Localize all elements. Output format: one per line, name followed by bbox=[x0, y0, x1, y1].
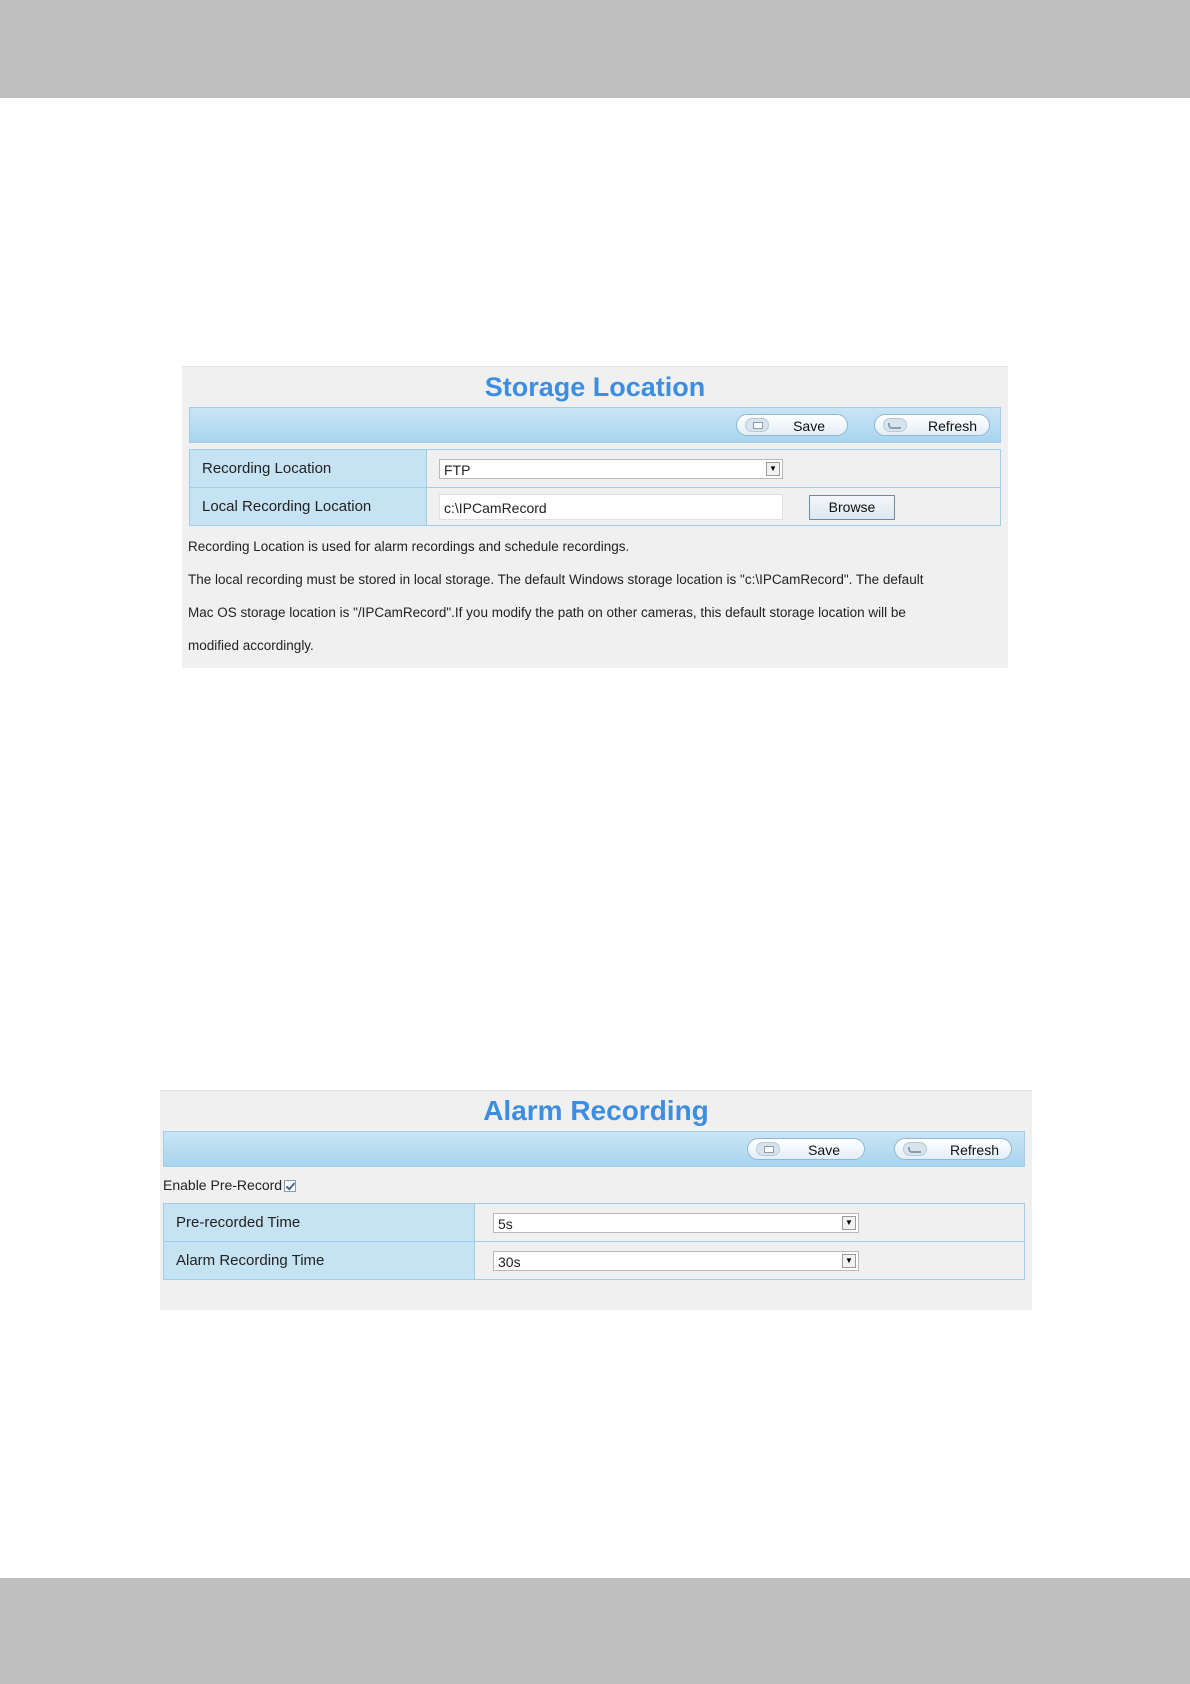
storage-location-title: Storage Location bbox=[182, 366, 1008, 407]
table-row bbox=[164, 1204, 1025, 1242]
alarm-save-button[interactable] bbox=[747, 1138, 865, 1160]
chevron-down-icon[interactable]: ▼ bbox=[842, 1254, 856, 1268]
storage-note-line: The local recording must be stored in local storage. The default Windows storage location is "c:\IPCamRecord". The default bbox=[188, 572, 924, 587]
recording-location-select[interactable] bbox=[439, 459, 783, 479]
refresh-label: Refresh bbox=[949, 1142, 999, 1158]
storage-location-panel bbox=[182, 366, 1008, 668]
local-recording-location-cell bbox=[427, 488, 1001, 526]
storage-refresh-button[interactable] bbox=[874, 414, 990, 436]
pre-recorded-time-value: 5s bbox=[498, 1215, 513, 1232]
refresh-label: Refresh bbox=[927, 418, 977, 434]
enable-prerecord-label: Enable Pre-Record bbox=[163, 1177, 283, 1193]
alarm-recording-panel bbox=[160, 1090, 1032, 1310]
alarm-recording-title: Alarm Recording bbox=[160, 1090, 1032, 1131]
table-row bbox=[164, 1242, 1025, 1280]
alarm-recording-time-label: Alarm Recording Time bbox=[164, 1242, 475, 1280]
alarm-form bbox=[163, 1203, 1025, 1280]
alarm-recording-time-value: 30s bbox=[498, 1253, 521, 1270]
alarm-toolbar bbox=[163, 1131, 1025, 1167]
save-icon bbox=[756, 1142, 780, 1156]
storage-toolbar bbox=[189, 407, 1001, 443]
chevron-down-icon[interactable]: ▼ bbox=[842, 1216, 856, 1230]
storage-form bbox=[189, 449, 1001, 526]
enable-prerecord-row bbox=[160, 1167, 1032, 1203]
storage-note-line: Recording Location is used for alarm recordings and schedule recordings. bbox=[188, 539, 630, 554]
alarm-refresh-button[interactable] bbox=[894, 1138, 1012, 1160]
save-icon bbox=[745, 418, 769, 432]
pre-recorded-time-cell bbox=[475, 1204, 1025, 1242]
local-recording-path-input[interactable]: c:\IPCamRecord bbox=[439, 494, 783, 520]
local-recording-location-label: Local Recording Location bbox=[190, 488, 427, 526]
storage-note-line: Mac OS storage location is "/IPCamRecord".If you modify the path on other cameras, this default storage location will be bbox=[188, 605, 906, 620]
pre-recorded-time-select[interactable] bbox=[493, 1213, 859, 1233]
save-label: Save bbox=[793, 418, 825, 434]
enable-prerecord-checkbox[interactable] bbox=[284, 1180, 296, 1192]
browse-button[interactable]: Browse bbox=[809, 495, 895, 520]
refresh-icon bbox=[883, 418, 907, 432]
table-row bbox=[190, 450, 1001, 488]
storage-notes bbox=[182, 530, 1008, 662]
recording-location-value: FTP bbox=[444, 461, 471, 478]
table-row bbox=[190, 488, 1001, 526]
alarm-recording-time-cell bbox=[475, 1242, 1025, 1280]
top-page-band bbox=[0, 0, 1190, 98]
storage-note-line: modified accordingly. bbox=[188, 638, 314, 653]
recording-location-cell bbox=[427, 450, 1001, 488]
storage-save-button[interactable] bbox=[736, 414, 848, 436]
bottom-page-band bbox=[0, 1578, 1190, 1684]
save-label: Save bbox=[808, 1142, 840, 1158]
refresh-icon bbox=[903, 1142, 927, 1156]
recording-location-label: Recording Location bbox=[190, 450, 427, 488]
pre-recorded-time-label: Pre-recorded Time bbox=[164, 1204, 475, 1242]
chevron-down-icon[interactable]: ▼ bbox=[766, 462, 780, 476]
alarm-recording-time-select[interactable] bbox=[493, 1251, 859, 1271]
